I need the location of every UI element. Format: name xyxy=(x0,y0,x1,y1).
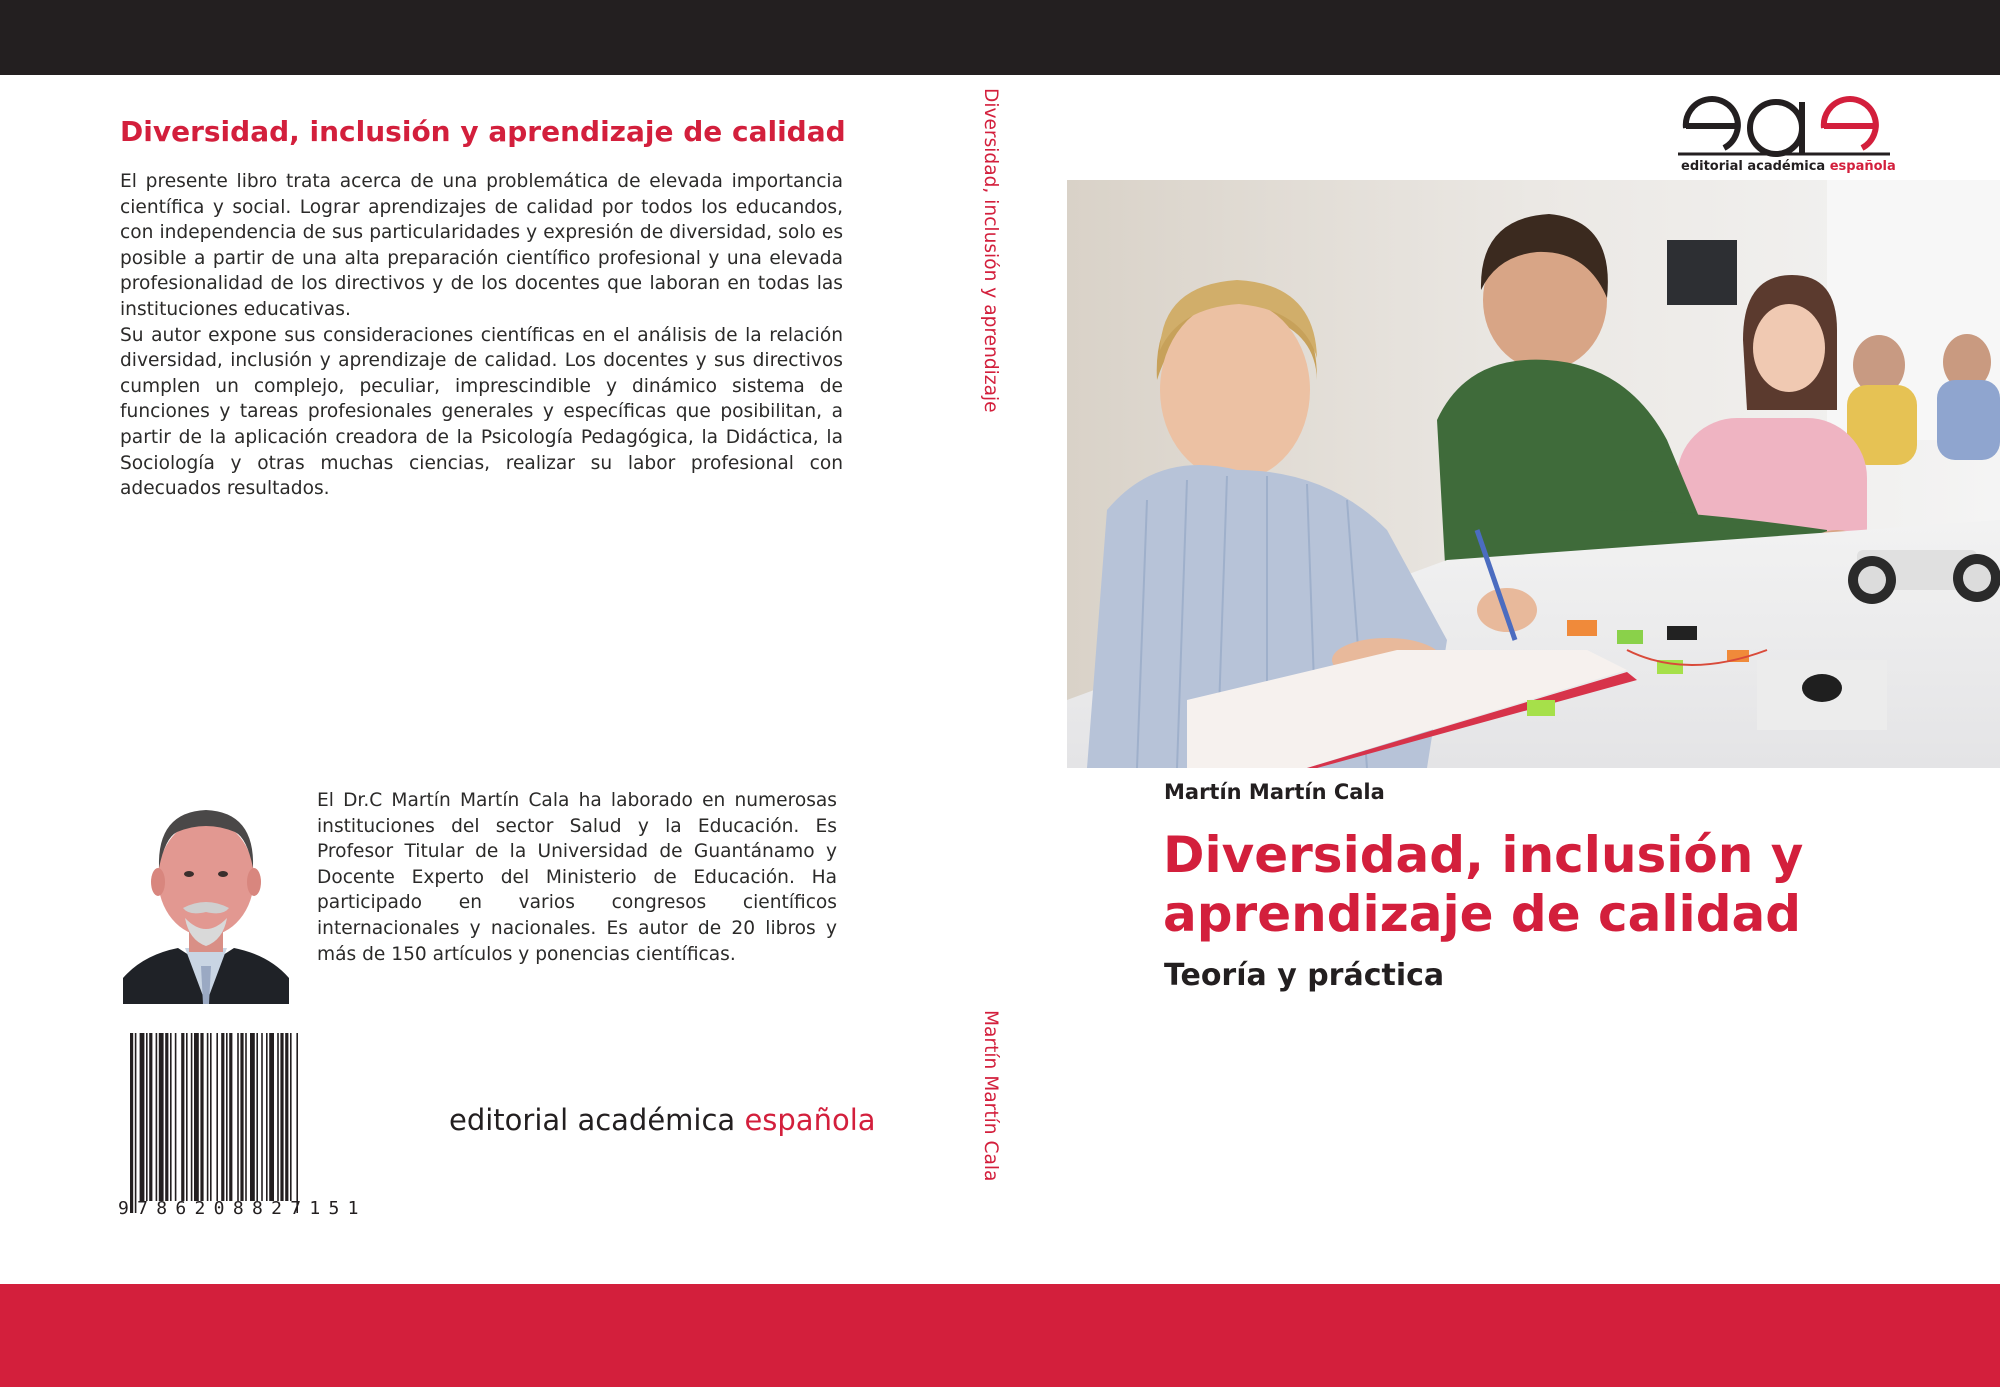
front-cover-title: Diversidad, inclusión y aprendizaje de calidad xyxy=(1163,826,1804,943)
publisher-name-main: editorial académica xyxy=(449,1103,745,1137)
front-cover-author: Martín Martín Cala xyxy=(1164,780,1385,804)
spine-title: Diversidad, inclusión y aprendizaje xyxy=(980,88,1001,413)
cover-photo xyxy=(1067,180,2000,768)
blurb-paragraph-2: Su autor expone sus consideraciones científicas en el análisis de la relación diversidad, inclusión y aprendizaje de calidad. Los docentes y sus directivos cumplen un complejo, peculiar, imprescindible y dinámico sistema de funciones y tareas profesionales generales y específicas que posibilitan, a partir de la aplicación creadora de la Psicología Pedagógica, la Didáctica, la Sociología y otras muchas ciencias, realizar su labor profesional con adecuados resultados. xyxy=(120,324,843,500)
isbn-barcode xyxy=(116,1033,436,1223)
isbn-digits: 9786208827151 xyxy=(118,1198,367,1219)
back-cover-blurb xyxy=(120,169,843,502)
logo-caption-accent: española xyxy=(1829,159,1896,174)
publisher-name-accent: española xyxy=(744,1103,876,1137)
bottom-red-band xyxy=(0,1284,2000,1387)
publisher-logo xyxy=(1678,90,1890,168)
publisher-name-back xyxy=(449,1103,876,1137)
author-photo xyxy=(123,790,289,1004)
back-cover-title: Diversidad, inclusión y aprendizaje de calidad xyxy=(120,115,846,148)
logo-caption-main: editorial académica xyxy=(1681,159,1830,174)
top-dark-band xyxy=(0,0,2000,75)
front-cover-subtitle: Teoría y práctica xyxy=(1164,958,1445,993)
spine-author: Martín Martín Cala xyxy=(980,1010,1001,1182)
author-bio: El Dr.C Martín Martín Cala ha laborado en numerosas instituciones del sector Salud y la Educación. Es Profesor Titular de la Universidad de Guantánamo y Docente Experto del Ministerio de Educación. Ha participado en varios congresos científicos internacionales y nacionales. Es autor de 20 libros y más de 150 artículos y ponencias científicas. xyxy=(317,790,837,965)
logo-caption xyxy=(1681,159,1896,174)
blurb-paragraph-1: El presente libro trata acerca de una problemática de elevada importancia científica y social. Lograr aprendizajes de calidad por todos los educandos, con independencia de sus particularidades y expresión de diversidad, solo es posible a partir de una alta preparación científico profesional y una elevada profesionalidad de los directivos y de los docentes que laboran en todas las instituciones educativas. xyxy=(120,171,843,320)
